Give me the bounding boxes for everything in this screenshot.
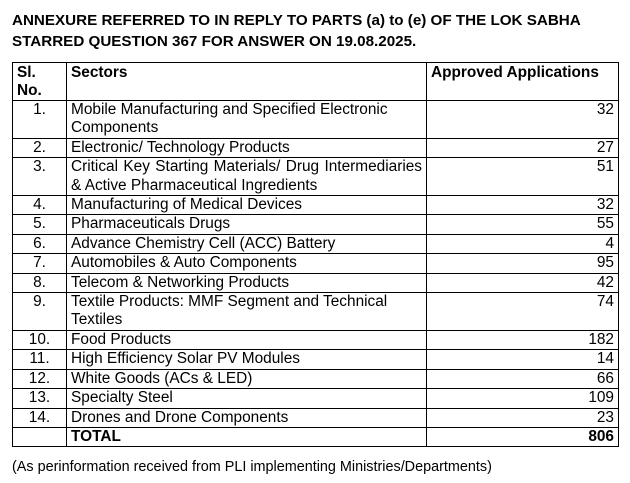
row-sector: High Efficiency Solar PV Modules [67, 350, 427, 369]
row-sector: Telecom & Networking Products [67, 273, 427, 292]
row-sl-no: 1. [13, 101, 67, 139]
row-sl-no: 3. [13, 158, 67, 196]
table-row [13, 215, 619, 234]
table-row [13, 196, 619, 215]
table-row [13, 369, 619, 388]
row-sector: Manufacturing of Medical Devices [67, 196, 427, 215]
table-row [13, 293, 619, 331]
table-row [13, 138, 619, 157]
header-approved-applications: Approved Applications [427, 63, 619, 101]
row-sl-no: 12. [13, 369, 67, 388]
row-sector: Critical Key Starting Materials/ Drug Intermediaries & Active Pharmaceutical Ingredients [67, 158, 427, 196]
row-sl-no: 9. [13, 293, 67, 331]
row-sector: Electronic/ Technology Products [67, 138, 427, 157]
row-sl-no: 13. [13, 389, 67, 408]
row-sector: Automobiles & Auto Components [67, 254, 427, 273]
row-sl-no: 11. [13, 350, 67, 369]
row-sl-no: 14. [13, 408, 67, 427]
row-approved-count: 182 [427, 330, 619, 349]
table-row [13, 408, 619, 427]
row-sector: Specialty Steel [67, 389, 427, 408]
total-label: TOTAL [67, 427, 427, 446]
approved-applications-table [12, 62, 619, 447]
row-approved-count: 66 [427, 369, 619, 388]
row-approved-count: 4 [427, 234, 619, 253]
row-approved-count: 32 [427, 101, 619, 139]
row-approved-count: 51 [427, 158, 619, 196]
row-sector: Pharmaceuticals Drugs [67, 215, 427, 234]
source-note: (As perinformation received from PLI implementing Ministries/Departments) [12, 459, 492, 475]
header-sl-no: Sl. No. [13, 63, 67, 101]
row-sl-no: 4. [13, 196, 67, 215]
row-sector: White Goods (ACs & LED) [67, 369, 427, 388]
row-approved-count: 32 [427, 196, 619, 215]
row-approved-count: 109 [427, 389, 619, 408]
row-approved-count: 95 [427, 254, 619, 273]
row-sl-no: 5. [13, 215, 67, 234]
row-sl-no: 6. [13, 234, 67, 253]
row-sector: Mobile Manufacturing and Specified Electronic Components [67, 101, 427, 139]
total-row [13, 427, 619, 446]
table-row [13, 389, 619, 408]
row-sl-no: 10. [13, 330, 67, 349]
table-row [13, 254, 619, 273]
row-approved-count: 23 [427, 408, 619, 427]
row-sl-no: 7. [13, 254, 67, 273]
row-sl-no: 8. [13, 273, 67, 292]
table-row [13, 101, 619, 139]
row-sector: Food Products [67, 330, 427, 349]
row-approved-count: 27 [427, 138, 619, 157]
table-row [13, 273, 619, 292]
table-header-row [13, 63, 619, 101]
document-heading: ANNEXURE REFERRED TO IN REPLY TO PARTS (a) to (e) OF THE LOK SABHA STARRED QUESTION 367 FOR ANSWER ON 19.08.2025. [12, 12, 581, 50]
header-sectors: Sectors [67, 63, 427, 101]
row-approved-count: 55 [427, 215, 619, 234]
total-value: 806 [427, 427, 619, 446]
row-approved-count: 74 [427, 293, 619, 331]
row-sector: Advance Chemistry Cell (ACC) Battery [67, 234, 427, 253]
total-sl-empty [13, 427, 67, 446]
table-row [13, 330, 619, 349]
row-sl-no: 2. [13, 138, 67, 157]
row-sector: Drones and Drone Components [67, 408, 427, 427]
table-row [13, 234, 619, 253]
row-approved-count: 42 [427, 273, 619, 292]
row-approved-count: 14 [427, 350, 619, 369]
table-row [13, 158, 619, 196]
row-sector: Textile Products: MMF Segment and Technical Textiles [67, 293, 427, 331]
table-row [13, 350, 619, 369]
